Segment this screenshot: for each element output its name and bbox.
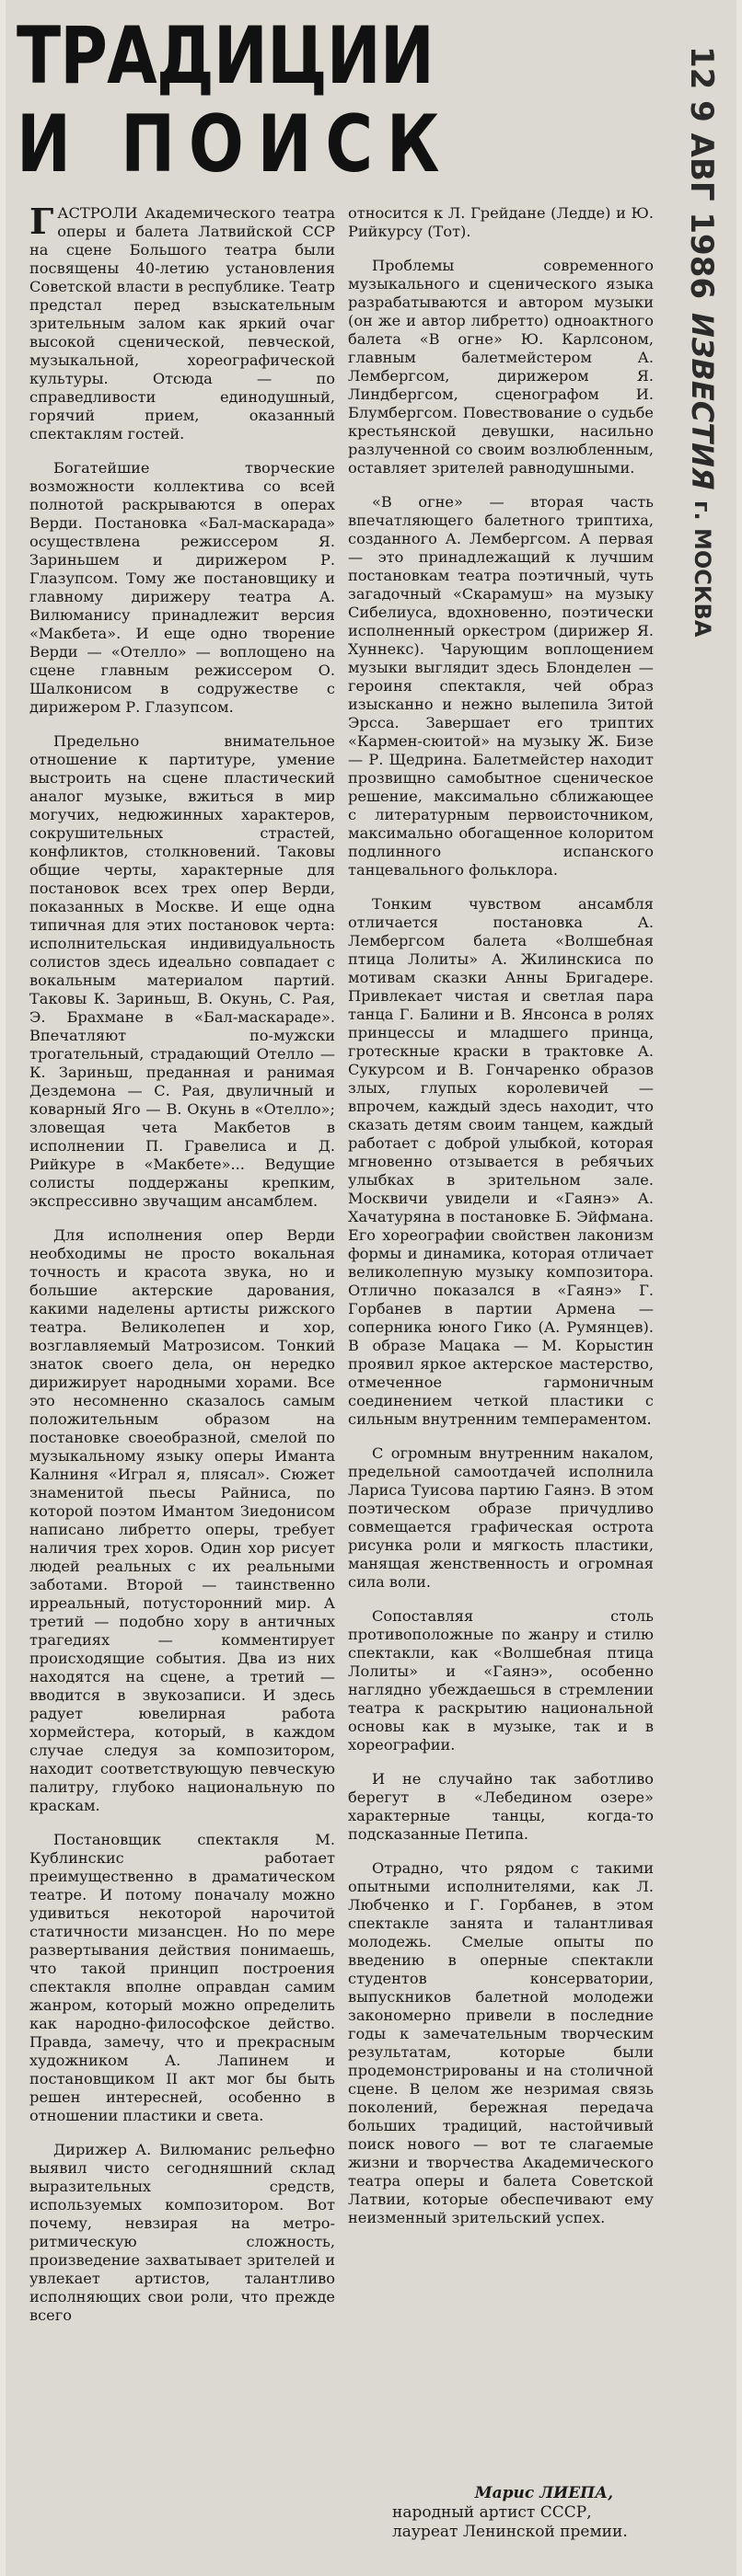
paragraph: Предельно внимательное отношение к партитуре, умение выстроить на сцене пластический аналог музыке, вжиться в мир могучих, недюжинных характеров, сокрушительных страстей, конфликтов, столкновений. Таковы общие черты, характерные для постановок всех трех опер Верди, показанных в Москве. И еще одна типичная для этих постановок черта: исполнительская индивидуальность солистов здесь идеально совпадает с вокальным материалом партий. Таковы К. Зариньш, В. Окунь, С. Рая, Э. Брахмане в «Бал-маскараде». Впечатляют по-мужски трогательный, страдающий Отелло — К. Зариньш, преданная и ранимая Дездемона — С. Рая, двуличный и коварный Яго — В. Окунь в «Отелло»; зловещая чета Макбетов в исполнении П. Гравелиса и Д. Рийкуре в «Макбете»... Ведущие солисты поддержаны крепким, экспрессивно звучащим ансамблем.: [29, 732, 335, 1210]
paragraph: Отрадно, что рядом с такими опытными исполнителями, как Л. Любченко и Г. Горбанев, в этом спектакле занята и талантливая молодежь. Смелые опыты по введению в оперные спектакли студентов консерватории, выпускников балетной молодежи закономерно привели в последние годы к замечательным творческим результатам, которые были продемонстрированы и на столичной сцене. В целом же незримая связь поколений, бережная передача больших традиций, настойчивый поиск нового — вот те слагаемые жизни и творчества Академического театра оперы и балета Советской Латвии, которые обеспечивают ему неизменный зрительский успех.: [348, 1859, 654, 2226]
paragraph: Тонким чувством ансамбля отличается постановка А. Лембергсом балета «Волшебная птица Лолиты» А. Жилинскиса по мотивам сказки Анны Бригадере. Привлекает чистая и светлая пара танца Г. Балини и В. Янсонса в ролях принцессы и младшего принца, гротескные краски в трактовке А. Сукурсом и В. Гончаренко образов злых, глупых королевичей — впрочем, каждый здесь находит, что сказать детям своим танцем, каждый работает с доброй улыбкой, которая мгновенно отзывается в ребячьих улыбках в зрительном зале. Москвичи увидели и «Гаянэ» А. Хачатуряна в постановке Б. Эйфмана. Его хореографии свойствен лаконизм формы и динамика, которая отличает великолепную музыку композитора. Отлично показался в «Гаянэ» Г. Горбанев в партии Армена — соперника юного Гико (А. Румянцев). В образе Мацака — М. Корыстин проявил яркое актерское мастерство, отмеченное гармоничным соединением четкой пластики с сильным внутренним темпераментом.: [348, 895, 654, 1428]
paragraph: Для исполнения опер Верди необходимы не просто вокальная точность и красота звука, но и большие актерские дарования, какими наделены артисты рижского театра. Великолепен и хор, возглавляемый Матрозисом. Тонкий знаток своего дела, он нередко дирижирует народными хорами. Все это несомненно сказалось самым положительным образом на постановке своеобразной, смелой по музыкальному языку оперы Иманта Калниня «Играл я, плясал». Сюжет знаменитой пьесы Райниса, по которой поэтом Имантом Зиедонисом написано либретто оперы, требует наличия трех хоров. Один хор рисует людей реальных с их реальными заботами. Второй — таинственно ирреальный, потусторонний мир. А третий — подобно хору в античных трагедиях — комментирует происходящие события. Два из них находятся на сцене, а третий — вводится в звукозаписи. И здесь радует ювелирная работа хормейстера, который, в каждом случае следуя за композитором, находит соответствующую певческую палитру, глубоко национальную по краскам.: [29, 1226, 335, 1814]
paragraph: Сопоставляя столь противоположные по жанру и стилю спектакли, как «Волшебная птица Лолиты» и «Гаянэ», особенно наглядно убеждаешься в стремлении театра к раскрытию национальной основы как в музыке, так и в хореографии.: [348, 1607, 654, 1754]
paragraph: И не случайно так заботливо берегут в «Лебедином озере» характерные танцы, когда-то подсказанные Петипа.: [348, 1770, 654, 1843]
article-column-1: [29, 201, 335, 2340]
paragraph: Дирижер А. Вилюманис рельефно выявил чисто сегодняшний склад выразительных средств, используемых композитором. Вот почему, невзирая на метро-ритмическую сложность, произведение захватывает зрителей и увлекает артистов, талантливо исполняющих свои роли, что прежде всего: [29, 2141, 335, 2324]
author-name: Марис ЛИЕПА,: [474, 2484, 613, 2502]
author-title: народный артист СССР,: [392, 2503, 592, 2522]
date-stamp: 12 9 АВГ 1986: [683, 46, 720, 300]
article-column-2: [348, 204, 654, 2243]
headline-line-1: ТРАДИЦИИ: [17, 10, 435, 102]
author-award: лауреат Ленинской премии.: [392, 2523, 628, 2541]
paragraph: Постановщик спектакля М. Кублинскис работает преимущественно в драматическом театре. И потому поначалу можно удивиться некоторой нарочитой статичности мизансцен. Но по мере развертывания действия понимаешь, что такой принцип построения спектакля вполне оправдан самим жанром, который можно определить как народно-философское действо. Правда, замечу, что и прекрасным художником А. Лапинем и постановщиком II акт мог бы быть решен интересней, особенно в отношении пластики и света.: [29, 1831, 335, 2124]
paragraph: Проблемы современного музыкального и сценического языка разрабатываются и автором музыки (он же и автор либретто) одноактного балета «В огне» Ю. Карлсоном, главным балетмейстером А. Лембергсом, дирижером Я. Линдбергсом, сценографом И. Блумбергсом. Повествование о судьбе крестьянской девушки, насильно разлученной со своим возлюбленным, оставляет зрителей равнодушными.: [348, 257, 654, 477]
paragraph: Богатейшие творческие возможности коллектива со всей полнотой раскрываются в операх Верди. Постановка «Бал-маскарада» осуществлена режиссером Я. Зариньшем и дирижером Р. Глазупсом. Тому же постановщику и главному дирижеру театра А. Вилюманису принадлежит версия «Макбета». И еще одно творение Верди — «Отелло» — воплощено на сцене главным режиссером О. Шалконисом в содружестве с дирижером Р. Глазупсом.: [29, 459, 335, 716]
newspaper-clipping: [6, 0, 736, 2576]
author-signature: [374, 2484, 650, 2542]
paragraph: относится к Л. Грейдане (Ледде) и Ю. Рийкурсу (Тот).: [348, 204, 654, 240]
newspaper-name: ИЗВЕСТИЯ: [685, 313, 720, 490]
paragraph: ГАСТРОЛИ Академического театра оперы и балета Латвийской ССР на сцене Большого театра были посвящены 40-летию установления Советской власти в республике. Театр предстал перед взыскательным зрительным залом как яркий очаг высокой сценической, певческой, музыкальной, хореографической культуры. Отсюда — по справедливости единодушный, горячий прием, оказанный спектаклям гостей.: [29, 201, 335, 443]
newspaper-city: г. МОСКВА: [690, 500, 715, 637]
paragraph: С огромным внутренним накалом, предельной самоотдачей исполнила Лариса Туисова партию Гаянэ. В этом поэтическом образе причудливо совмещается графическая острота рисунка роли и мягкость пластики, манящая женственность и огромная сила воли.: [348, 1444, 654, 1591]
newspaper-stamp: [661, 313, 720, 637]
paragraph: «В огне» — вторая часть впечатляющего балетного триптиха, созданного А. Лембергсом. А первая — это принадлежащий к лучшим постановкам театра поэтичный, чуть загадочный «Скарамуш» на музыку Сибелиуса, вдохновенно, поэтически исполненный оркестром (дирижер Я. Хуннекс). Чарующим воплощением музыки выглядит здесь Блонделен — героиня спектакля, чей образ изысканно и нежно вылепила Зитой Эрсса. Завершает его триптих «Кармен-сюитой» на музыку Ж. Бизе — Р. Щедрина. Балетмейстер находит прозвищно самобытное сценическое решение, максимально сближающее с литературным первоисточником, максимально обогащенное колоритом подлинного испанского танцевального фольклора.: [348, 493, 654, 879]
headline-line-2: И ПОИСК: [17, 98, 454, 190]
